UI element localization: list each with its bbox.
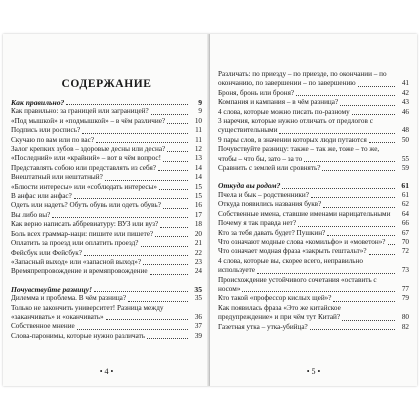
toc-entries-right: [218, 70, 409, 332]
section-spacer: [218, 173, 409, 178]
toc-entry: [218, 164, 409, 173]
dot-leader: [160, 227, 188, 228]
toc-entry-text: 4 слова, которые можно писать по-разному: [218, 107, 350, 116]
toc-entry: [11, 304, 202, 323]
toc-page-number: 82: [401, 322, 409, 331]
toc-entry: [11, 201, 202, 210]
toc-entry-text: Вы либо вы?: [11, 210, 51, 219]
toc-entry: [218, 276, 409, 295]
toc-entry-text: 3 наречия, которые нужно отличать от предлогов с существительными: [218, 117, 373, 135]
toc-entry: [11, 117, 202, 126]
dot-leader: [106, 319, 188, 320]
dot-leader: [388, 244, 396, 245]
toc-entry: [11, 154, 202, 163]
dot-leader: [66, 104, 188, 105]
toc-entry: [218, 294, 409, 303]
toc-page-number: 66: [401, 219, 409, 228]
toc-entry: [11, 322, 202, 331]
dot-leader: [105, 180, 188, 181]
toc-page-number: 77: [401, 284, 409, 293]
toc-entry: [218, 229, 409, 238]
toc-page-number: 35: [194, 284, 202, 294]
dot-leader: [279, 133, 395, 134]
toc-entry-text: Газетная утка – утка-убийца?: [218, 322, 308, 331]
toc-page-number: 64: [401, 209, 409, 218]
toc-entry: [11, 173, 202, 182]
dot-leader: [150, 274, 188, 275]
toc-entry-text: Компания и кампания – в чём разница?: [218, 98, 339, 107]
toc-page-number: 11: [195, 126, 202, 135]
dot-leader: [163, 161, 188, 162]
toc-page-number: 35: [194, 294, 202, 303]
toc-entry-text: Оплатить за проезд или оплатить проезд?: [11, 239, 139, 248]
toc-page-number: 9: [198, 107, 202, 116]
toc-entry: [218, 247, 409, 256]
dot-leader: [333, 301, 395, 302]
toc-page-number: 79: [401, 294, 409, 303]
toc-page-number: 36: [194, 312, 202, 321]
toc-entry: [218, 219, 409, 228]
toc-entry: [11, 192, 202, 201]
toc-entry: [11, 294, 202, 303]
toc-entry: [218, 238, 409, 247]
toc-page-number: 80: [401, 313, 409, 322]
toc-entry-text: Дилемма и проблема. В чём разница?: [11, 294, 127, 303]
page-number-right: • 5 •: [306, 367, 321, 376]
toc-entry-text: Броня, бронь или броня?: [218, 88, 295, 97]
toc-page-number: 14: [194, 163, 202, 172]
toc-entry: [218, 257, 409, 276]
toc-entry-text: Подпись или роспись?: [11, 126, 81, 135]
toc-page-number: 48: [401, 126, 409, 135]
dot-leader: [94, 291, 188, 292]
toc-page-number: 67: [401, 228, 409, 237]
toc-entry-text: Как верно написать аббревиатуру: ВУЗ или вуз?: [11, 220, 159, 229]
section-spacer: [11, 277, 202, 282]
toc-entry-text: Пчела и бык – родственники?: [218, 190, 309, 199]
dot-leader: [342, 320, 395, 321]
toc-entry-text: Как правильно: за границей или заграницей?: [11, 107, 149, 116]
toc-entry-text: Скучаю по вам или по вас?: [11, 135, 95, 144]
toc-entry: [11, 126, 202, 135]
toc-section-heading: [11, 98, 202, 107]
toc-entry: [218, 304, 409, 323]
dot-leader: [323, 207, 395, 208]
dot-leader: [74, 198, 188, 199]
toc-entry-text: Происхождение устойчивого сочетания «оставить с носом»: [218, 275, 377, 293]
dot-leader: [369, 254, 395, 255]
toc-entry: [218, 145, 409, 164]
toc-page-number: 59: [401, 164, 409, 173]
toc-entry: [218, 323, 409, 332]
toc-page-number: 16: [194, 201, 202, 210]
toc-page-number: 62: [401, 200, 409, 209]
toc-entry-text: Сравнить с землей или сровнять?: [218, 164, 321, 173]
toc-entry-text: Боль всех граммар-наци: пишите или пишете?: [11, 229, 154, 238]
dot-leader: [304, 161, 395, 162]
toc-entry-text: Как появилась фраза «Это же китайское предупреждение» и при чём тут Китай?: [218, 303, 341, 322]
toc-entry-text: Внештатный или нештатный?: [11, 173, 103, 182]
dot-leader: [77, 329, 188, 330]
toc-entry-text: Времяпрепровождение и времяпровождение: [11, 267, 148, 276]
toc-entry: [218, 98, 409, 107]
dot-leader: [84, 255, 188, 256]
toc-entry-text: «Последний» или «крайний» – вот в чём вопрос!: [11, 154, 161, 163]
toc-entry: [218, 117, 409, 136]
toc-page-number: 37: [194, 322, 202, 331]
toc-entry: [11, 107, 202, 116]
right-page: [210, 34, 417, 386]
toc-entry-text: Слова-паронимы, которые нужно различать: [11, 331, 146, 340]
dot-leader: [311, 197, 395, 198]
dot-leader: [141, 246, 189, 247]
toc-entry-text: «Блюсти интересы» или «соблюдать интересы»: [11, 182, 157, 191]
toc-page-number: 22: [194, 248, 202, 257]
toc-entry-text: Представлять собою или представлять из себя?: [11, 163, 156, 172]
toc-entry-text: Откуда появились названия букв?: [218, 200, 322, 209]
toc-page-number: 18: [194, 220, 202, 229]
dot-leader: [151, 114, 188, 115]
dot-leader: [167, 151, 188, 152]
toc-page-number: 73: [401, 266, 409, 275]
toc-page-number: 21: [194, 239, 202, 248]
page-number-left: • 4 •: [99, 367, 114, 376]
toc-entry-text: 9 пары слов, в значении которых люди путаются: [218, 135, 367, 144]
toc-entry-text: Фейсбук или Фейсбук?: [11, 248, 82, 257]
toc-page-number: 70: [401, 237, 409, 246]
toc-page-number: 50: [401, 135, 409, 144]
toc-entry-text: Как правильно?: [11, 98, 65, 107]
left-page: [3, 34, 210, 386]
toc-page-number: 61: [401, 190, 409, 199]
dot-leader: [155, 236, 188, 237]
toc-page-number: 41: [401, 79, 409, 88]
toc-entry: [11, 230, 202, 239]
toc-page-number: 14: [194, 173, 202, 182]
dot-leader: [52, 217, 188, 218]
dot-leader: [296, 95, 395, 96]
toc-entry-text: Кто за тебя давать будет? Пушкин?: [218, 228, 326, 237]
toc-entries-left: [11, 98, 202, 341]
toc-entry-text: Собственное мнение: [11, 322, 75, 331]
toc-entry-text: Что означают модные слова «комильфо» и «моветон»?: [218, 237, 386, 246]
toc-entry-text: «Запасный выход» или «запасной выход»?: [11, 257, 142, 266]
toc-entry-text: Только не закончить университет! Разница между «заканчивать» и «оканчивать»: [11, 303, 164, 321]
toc-entry: [11, 164, 202, 173]
toc-entry: [218, 136, 409, 145]
dot-leader: [159, 189, 188, 190]
toc-page-number: 61: [401, 181, 409, 191]
toc-section-heading: [11, 285, 202, 294]
toc-page-number: 9: [198, 98, 202, 107]
toc-entry: [218, 191, 409, 200]
toc-page-number: 72: [401, 247, 409, 256]
toc-entry-text: «Под мышкой» и «подмышкой» – в чём различие?: [11, 116, 166, 125]
toc-entry: [11, 211, 202, 220]
toc-entry: [218, 70, 409, 89]
toc-entry: [11, 220, 202, 229]
dot-leader: [158, 170, 188, 171]
toc-title: СОДЕРЖАНИЕ: [61, 78, 152, 90]
toc-entry-text: 4 слова, которые вы, скорее всего, неправильно используете: [218, 256, 364, 275]
dot-leader: [242, 291, 395, 292]
dot-leader: [257, 273, 395, 274]
toc-entry: [11, 332, 202, 341]
toc-entry-text: В анфас или анфас?: [11, 192, 72, 201]
dot-leader: [352, 114, 395, 115]
dot-leader: [310, 329, 395, 330]
toc-page-number: 20: [194, 229, 202, 238]
toc-entry-text: Кто такой «профессор кислых щей»?: [218, 294, 332, 303]
toc-page-number: 17: [194, 210, 202, 219]
dot-leader: [358, 86, 395, 87]
toc-entry: [11, 249, 202, 258]
toc-entry: [11, 267, 202, 276]
toc-page-number: 39: [194, 331, 202, 340]
toc-entry-text: Почему я так правда нет?: [218, 219, 297, 228]
toc-page-number: 46: [401, 107, 409, 116]
dot-leader: [282, 188, 395, 189]
dot-leader: [147, 338, 188, 339]
toc-entry: [11, 183, 202, 192]
dot-leader: [167, 123, 188, 124]
toc-entry: [218, 210, 409, 219]
toc-entry: [11, 239, 202, 248]
toc-page-number: 11: [195, 135, 202, 144]
dot-leader: [128, 301, 188, 302]
toc-page-number: 23: [194, 257, 202, 266]
toc-entry-text: Откуда вы родом?: [218, 181, 281, 191]
dot-leader: [82, 133, 188, 134]
toc-section-heading: [218, 181, 409, 190]
toc-entry-text: Почувствуйте разницу!: [11, 284, 93, 294]
toc-page-number: 55: [401, 154, 409, 163]
toc-page-number: 15: [194, 192, 202, 201]
toc-entry: [11, 136, 202, 145]
toc-entry: [11, 145, 202, 154]
toc-entry: [218, 108, 409, 117]
dot-leader: [369, 142, 395, 143]
toc-entry-text: Различать: по приезду – по приезде, по окончании – по окончанию, по завершении – по завершению: [218, 70, 387, 88]
toc-entry-text: Собственные имена, ставшие именами нарицательными: [218, 209, 391, 218]
dot-leader: [96, 142, 188, 143]
dot-leader: [322, 170, 395, 171]
toc-entry-text: Что означает модная фраза «закрыть гештальт»?: [218, 247, 367, 256]
toc-page-number: 15: [194, 182, 202, 191]
toc-entry-text: Залог крепких зубов – здоровые десны или десна?: [11, 145, 166, 154]
toc-entry: [218, 89, 409, 98]
toc-entry: [218, 200, 409, 209]
toc-page-number: 24: [194, 267, 202, 276]
toc-page-number: 42: [401, 88, 409, 97]
dot-leader: [143, 264, 188, 265]
toc-entry: [11, 258, 202, 267]
dot-leader: [327, 235, 395, 236]
dot-leader: [163, 208, 188, 209]
dot-leader: [298, 226, 395, 227]
toc-page-number: 10: [194, 116, 202, 125]
toc-entry-text: Одеть или надеть? Обуть обувь или одеть обувь?: [11, 201, 161, 210]
toc-page-number: 12: [194, 145, 202, 154]
toc-entry-text: Почувствуйте разницу: также – так же, тоже – то же, чтобы – что бы, зато – за то: [218, 145, 380, 163]
toc-page-number: 43: [401, 98, 409, 107]
dot-leader: [340, 105, 395, 106]
toc-page-number: 13: [194, 154, 202, 163]
